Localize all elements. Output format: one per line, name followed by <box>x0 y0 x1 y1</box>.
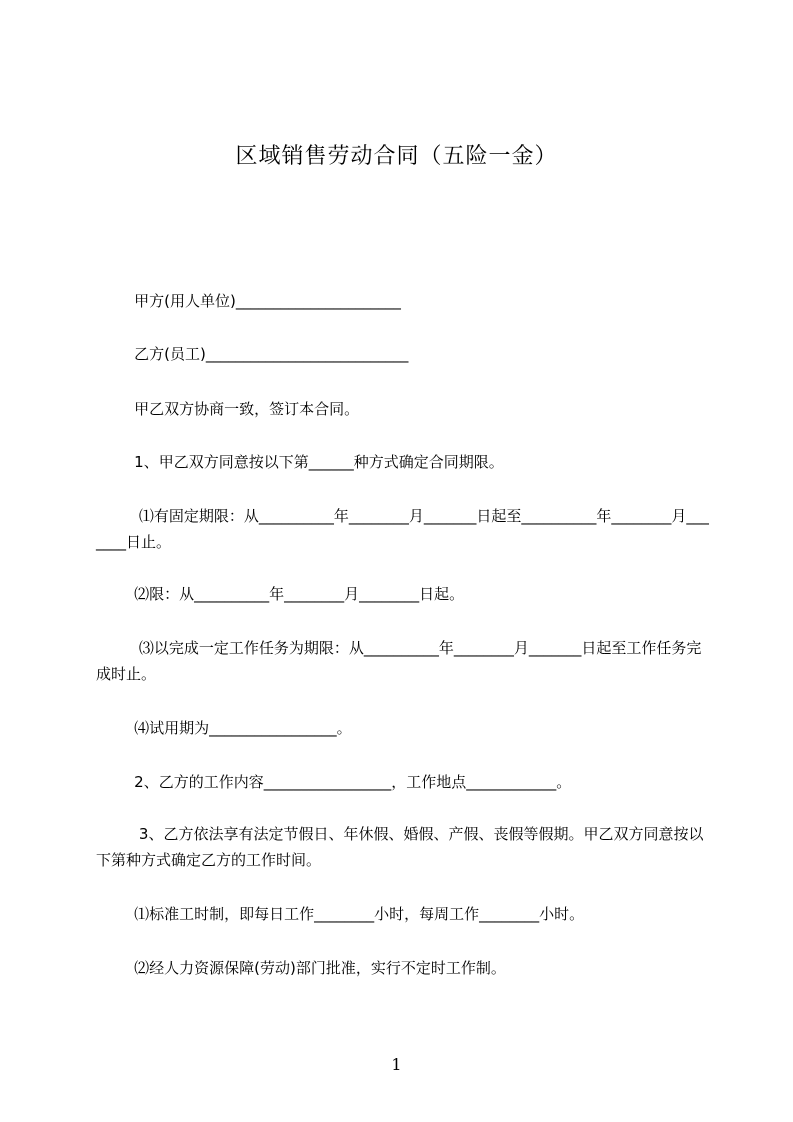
party-b-line: 乙方(员工)___________________________ <box>96 345 409 363</box>
clause-1-option-1: ⑴有固定期限：从__________年________月_______日起至__________年________月_______日止。 <box>96 507 709 551</box>
clause-3-option-1: ⑴标准工时制，即每日工作________小时，每周工作________小时。 <box>96 905 585 923</box>
party-a-line: 甲方(用人单位)______________________ <box>96 292 401 310</box>
agreement-intro: 甲乙双方协商一致，签订本合同。 <box>96 400 360 418</box>
clause-3: 3、乙方依法享有法定节假日、年休假、婚假、产假、丧假等假期。甲乙双方同意按以下第种方式确定乙方的工作时间。 <box>96 825 704 869</box>
clause-2: 2、乙方的工作内容_________________，工作地点____________。 <box>96 773 572 791</box>
document-title: 区域销售劳动合同（五险一金） <box>235 144 558 169</box>
page-number: 1 <box>391 1055 402 1074</box>
clause-1-option-4: ⑷试用期为_________________。 <box>96 719 352 737</box>
clause-1-option-2: ⑵限：从__________年________月________日起。 <box>96 585 465 603</box>
clause-3-option-2: ⑵经人力资源保障(劳动)部门批准，实行不定时工作制。 <box>96 959 506 977</box>
clause-1: 1、甲乙双方同意按以下第______种方式确定合同期限。 <box>96 453 504 471</box>
clause-1-option-3: ⑶以完成一定工作任务为期限：从__________年________月_______日起至工作任务完成时止。 <box>96 639 702 683</box>
